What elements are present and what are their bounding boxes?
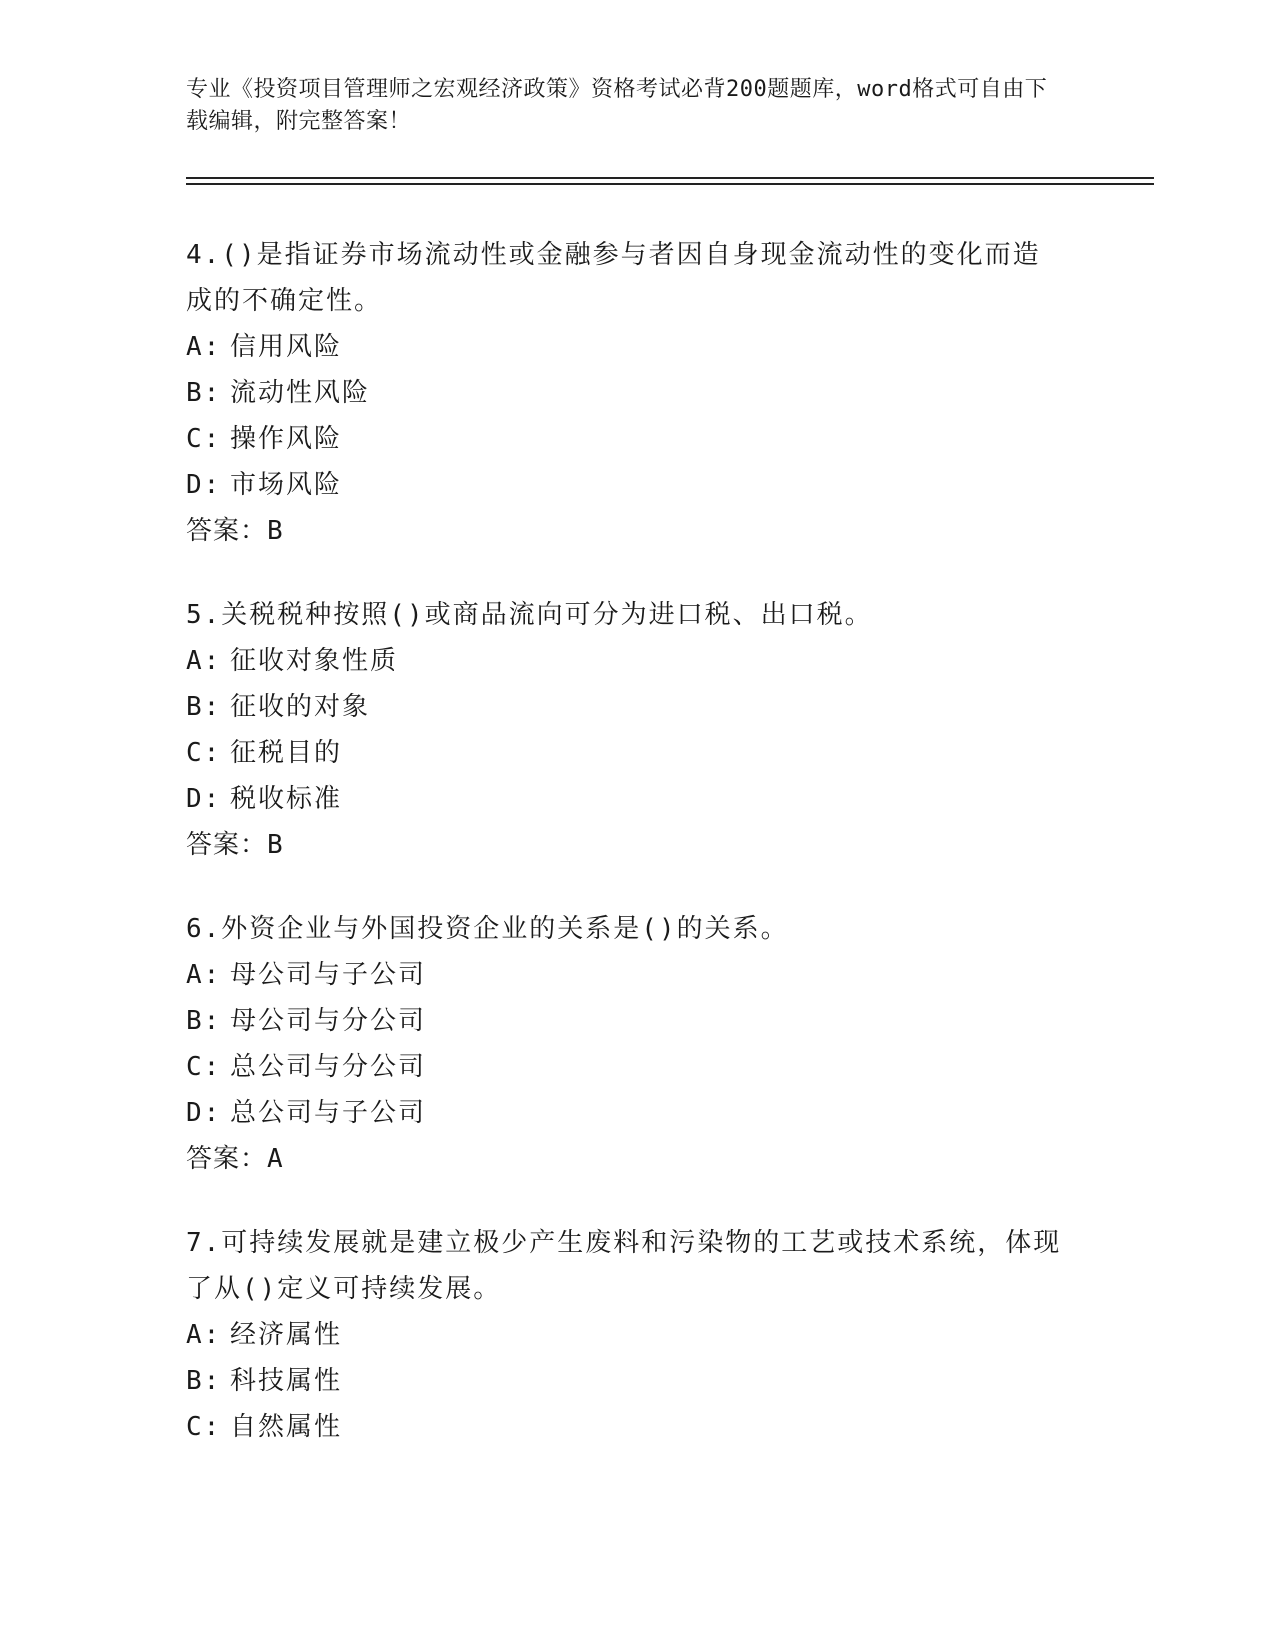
answer-value: B <box>267 516 284 546</box>
option-letter: D: <box>186 1098 222 1128</box>
answer-option <box>186 1090 1066 1136</box>
option-text: 流动性风险 <box>230 378 371 408</box>
option-letter: C: <box>186 424 222 454</box>
option-text: 税收标准 <box>230 784 343 814</box>
answer-value: A <box>267 1144 284 1174</box>
option-letter: D: <box>186 470 222 500</box>
option-letter: A: <box>186 960 222 990</box>
option-letter: C: <box>186 738 222 768</box>
answer-option <box>186 998 1066 1044</box>
answer-label: 答案： <box>186 1144 268 1174</box>
answer-label: 答案： <box>186 516 268 546</box>
option-letter: D: <box>186 784 222 814</box>
option-letter: A: <box>186 332 222 362</box>
option-text: 征税目的 <box>230 738 343 768</box>
option-letter: B: <box>186 1366 222 1396</box>
question-list <box>186 232 1066 1488</box>
option-text: 科技属性 <box>230 1366 343 1396</box>
answer-option <box>186 324 1066 370</box>
answer-value: B <box>267 830 284 860</box>
header-divider-bottom <box>186 183 1154 185</box>
question-text: 5.关税税种按照()或商品流向可分为进口税、出口税。 <box>186 600 873 630</box>
question-item <box>186 592 1066 868</box>
answer-option <box>186 1044 1066 1090</box>
answer-option <box>186 1358 1066 1404</box>
answer-option <box>186 684 1066 730</box>
option-letter: B: <box>186 692 222 722</box>
option-text: 操作风险 <box>230 424 343 454</box>
question-item <box>186 906 1066 1182</box>
answer-line <box>186 822 1066 868</box>
question-text: 4.()是指证券市场流动性或金融参与者因自身现金流动性的变化而造成的不确定性。 <box>186 240 1041 316</box>
answer-option <box>186 462 1066 508</box>
question-text: 7.可持续发展就是建立极少产生废料和污染物的工艺或技术系统，体现了从()定义可持续发展。 <box>186 1228 1062 1304</box>
answer-line <box>186 1136 1066 1182</box>
question-item <box>186 1220 1066 1450</box>
option-letter: B: <box>186 378 222 408</box>
answer-line <box>186 508 1066 554</box>
question-item <box>186 232 1066 554</box>
option-letter: C: <box>186 1052 222 1082</box>
option-text: 征收对象性质 <box>230 646 399 676</box>
option-text: 信用风险 <box>230 332 343 362</box>
answer-option <box>186 1312 1066 1358</box>
answer-option <box>186 952 1066 998</box>
question-text: 6.外资企业与外国投资企业的关系是()的关系。 <box>186 914 789 944</box>
answer-label: 答案： <box>186 830 268 860</box>
option-text: 总公司与子公司 <box>230 1098 427 1128</box>
option-text: 总公司与分公司 <box>230 1052 427 1082</box>
answer-option <box>186 370 1066 416</box>
option-letter: A: <box>186 646 222 676</box>
answer-option <box>186 638 1066 684</box>
answer-option <box>186 416 1066 462</box>
document-header: 专业《投资项目管理师之宏观经济政策》资格考试必背200题题库，word格式可自由下载编辑，附完整答案！ <box>186 77 1048 134</box>
option-text: 征收的对象 <box>230 692 371 722</box>
answer-option <box>186 730 1066 776</box>
answer-option <box>186 776 1066 822</box>
option-letter: A: <box>186 1320 222 1350</box>
header-divider-top <box>186 177 1154 179</box>
option-text: 经济属性 <box>230 1320 343 1350</box>
option-text: 母公司与子公司 <box>230 960 427 990</box>
option-letter: B: <box>186 1006 222 1036</box>
option-text: 市场风险 <box>230 470 343 500</box>
option-letter: C: <box>186 1412 222 1442</box>
answer-option <box>186 1404 1066 1450</box>
option-text: 自然属性 <box>230 1412 343 1442</box>
option-text: 母公司与分公司 <box>230 1006 427 1036</box>
